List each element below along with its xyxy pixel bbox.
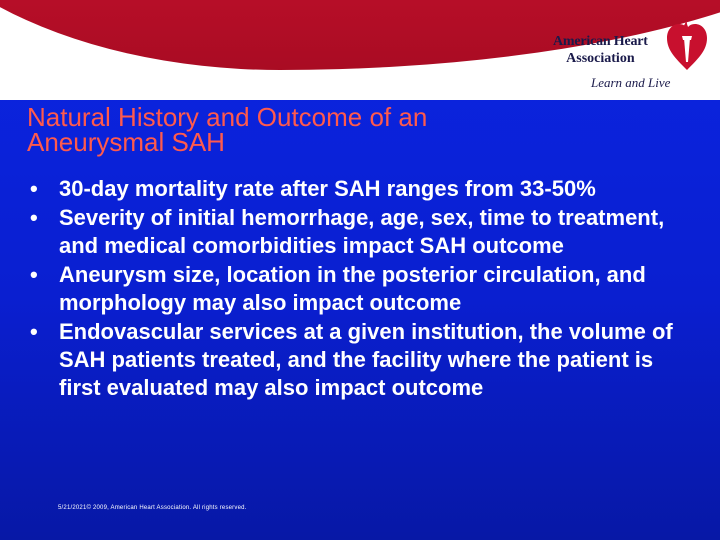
logo-line-2: Association <box>566 51 635 66</box>
bullet-list <box>28 175 688 403</box>
aha-logo-text <box>553 34 648 67</box>
title-line-2: Aneurysmal SAH <box>27 127 225 157</box>
bullet-item: • Severity of initial hemorrhage, age, sex, time to treatment, and medical comorbidities impact SAH outcome <box>28 204 688 260</box>
copyright-footer: 5/21/2021© 2009, American Heart Association. All rights reserved. <box>58 505 247 511</box>
bullet-item: • 30-day mortality rate after SAH ranges from 33-50% <box>28 175 688 203</box>
heart-torch-icon <box>665 14 709 74</box>
title-line-1: Natural History and Outcome of an <box>27 102 428 132</box>
bullet-item: • Aneurysm size, location in the posterior circulation, and morphology may also impact outcome <box>28 261 688 317</box>
bullet-item: • Endovascular services at a given institution, the volume of SAH patients treated, and the facility where the patient is first evaluated may also impact outcome <box>28 318 688 402</box>
logo-line-1: American Heart <box>553 34 648 49</box>
slide-title <box>27 102 687 157</box>
logo-tagline: Learn and Live <box>591 75 671 90</box>
